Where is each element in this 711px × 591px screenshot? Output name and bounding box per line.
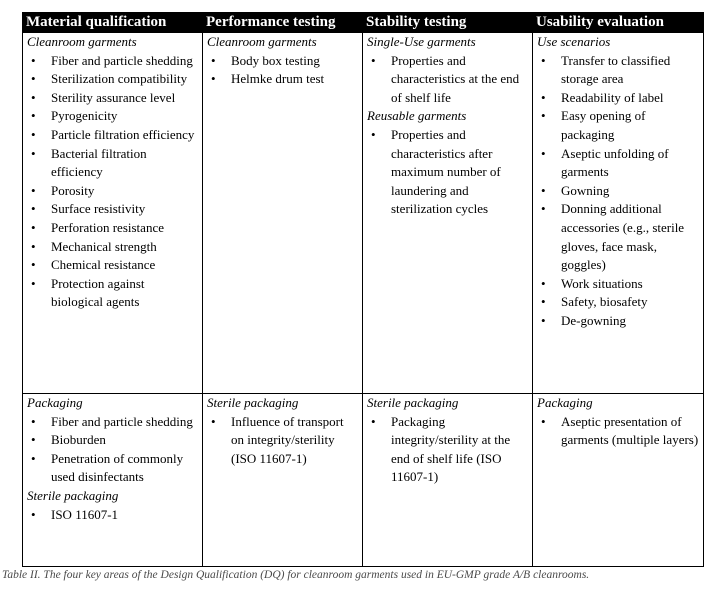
list-item: • Work situations (537, 275, 699, 294)
cell-subheading: Use scenarios (537, 34, 611, 49)
garments-row (23, 33, 704, 394)
header-usability-evaluation: Usability evaluation (533, 13, 704, 33)
list-item: • Aseptic unfolding of garments (537, 145, 699, 182)
cell-garments-material (23, 33, 203, 394)
list-item: • Donning additional accessories (e.g., sterile gloves, face mask, goggles) (537, 200, 699, 274)
bullet-list (207, 52, 358, 89)
list-item: • Particle filtration efficiency (27, 126, 198, 145)
cell-packaging-performance (203, 394, 363, 567)
list-item: • Transfer to classified storage area (537, 52, 699, 89)
list-item: • Sterilization compatibility (27, 70, 198, 89)
list-item: • Properties and characteristics at the end of shelf life (367, 52, 528, 108)
list-item: • De-gowning (537, 312, 699, 331)
list-item: • Packaging integrity/sterility at the end of shelf life (ISO 11607-1) (367, 413, 528, 487)
bullet-list (27, 413, 198, 487)
cell-subheading: Cleanroom garments (27, 34, 137, 49)
list-item: • Surface resistivity (27, 200, 198, 219)
cell-garments-performance (203, 33, 363, 394)
header-material-qualification: Material qualification (23, 13, 203, 33)
list-item: • Properties and characteristics after maximum number of laundering and sterilization cycles (367, 126, 528, 219)
list-item: • Porosity (27, 182, 198, 201)
cell-packaging-material (23, 394, 203, 567)
packaging-row (23, 394, 704, 567)
list-item: • Easy opening of packaging (537, 107, 699, 144)
header-performance-testing: Performance testing (203, 13, 363, 33)
table-caption: Table II. The four key areas of the Design Qualification (DQ) for cleanroom garments used in EU-GMP grade A/B cleanrooms. (2, 569, 590, 581)
list-item: • Protection against biological agents (27, 275, 198, 312)
list-item: • Bioburden (27, 431, 198, 450)
list-item: • Fiber and particle shedding (27, 52, 198, 71)
list-item: • Fiber and particle shedding (27, 413, 198, 432)
cell-packaging-usability (533, 394, 704, 567)
list-item: • Perforation resistance (27, 219, 198, 238)
cell-subheading: Sterile packaging (207, 395, 299, 410)
list-item: • Gowning (537, 182, 699, 201)
design-qualification-table (22, 12, 704, 567)
list-item: • Mechanical strength (27, 238, 198, 257)
list-item: • Pyrogenicity (27, 107, 198, 126)
cell-packaging-stability (363, 394, 533, 567)
cell-garments-stability (363, 33, 533, 394)
list-item: • Sterility assurance level (27, 89, 198, 108)
list-item: • ISO 11607-1 (27, 506, 198, 525)
cell-subheading: Single-Use garments (367, 34, 476, 49)
header-row (23, 13, 704, 33)
cell-garments-usability (533, 33, 704, 394)
list-item: • Body box testing (207, 52, 358, 71)
cell-subheading: Cleanroom garments (207, 34, 317, 49)
cell-subheading: Sterile packaging (27, 487, 119, 503)
list-item: • Penetration of commonly used disinfectants (27, 450, 198, 487)
list-item: • Aseptic presentation of garments (multiple layers) (537, 413, 699, 450)
bullet-list (537, 52, 699, 331)
cell-subheading: Packaging (27, 395, 83, 410)
bullet-list (367, 413, 528, 487)
list-item: • Influence of transport on integrity/sterility (ISO 11607-1) (207, 413, 358, 469)
cell-subheading: Sterile packaging (367, 395, 459, 410)
bullet-list (27, 52, 198, 312)
list-item: • Safety, biosafety (537, 293, 699, 312)
list-item: • Chemical resistance (27, 256, 198, 275)
cell-subheading: Reusable garments (367, 108, 467, 124)
list-item: • Readability of label (537, 89, 699, 108)
cell-subheading: Packaging (537, 395, 593, 410)
list-item: • Helmke drum test (207, 70, 358, 89)
bullet-list (367, 126, 528, 219)
bullet-list (27, 506, 198, 525)
bullet-list (367, 52, 528, 108)
header-stability-testing: Stability testing (363, 13, 533, 33)
bullet-list (207, 413, 358, 469)
bullet-list (537, 413, 699, 450)
list-item: • Bacterial filtration efficiency (27, 145, 198, 182)
